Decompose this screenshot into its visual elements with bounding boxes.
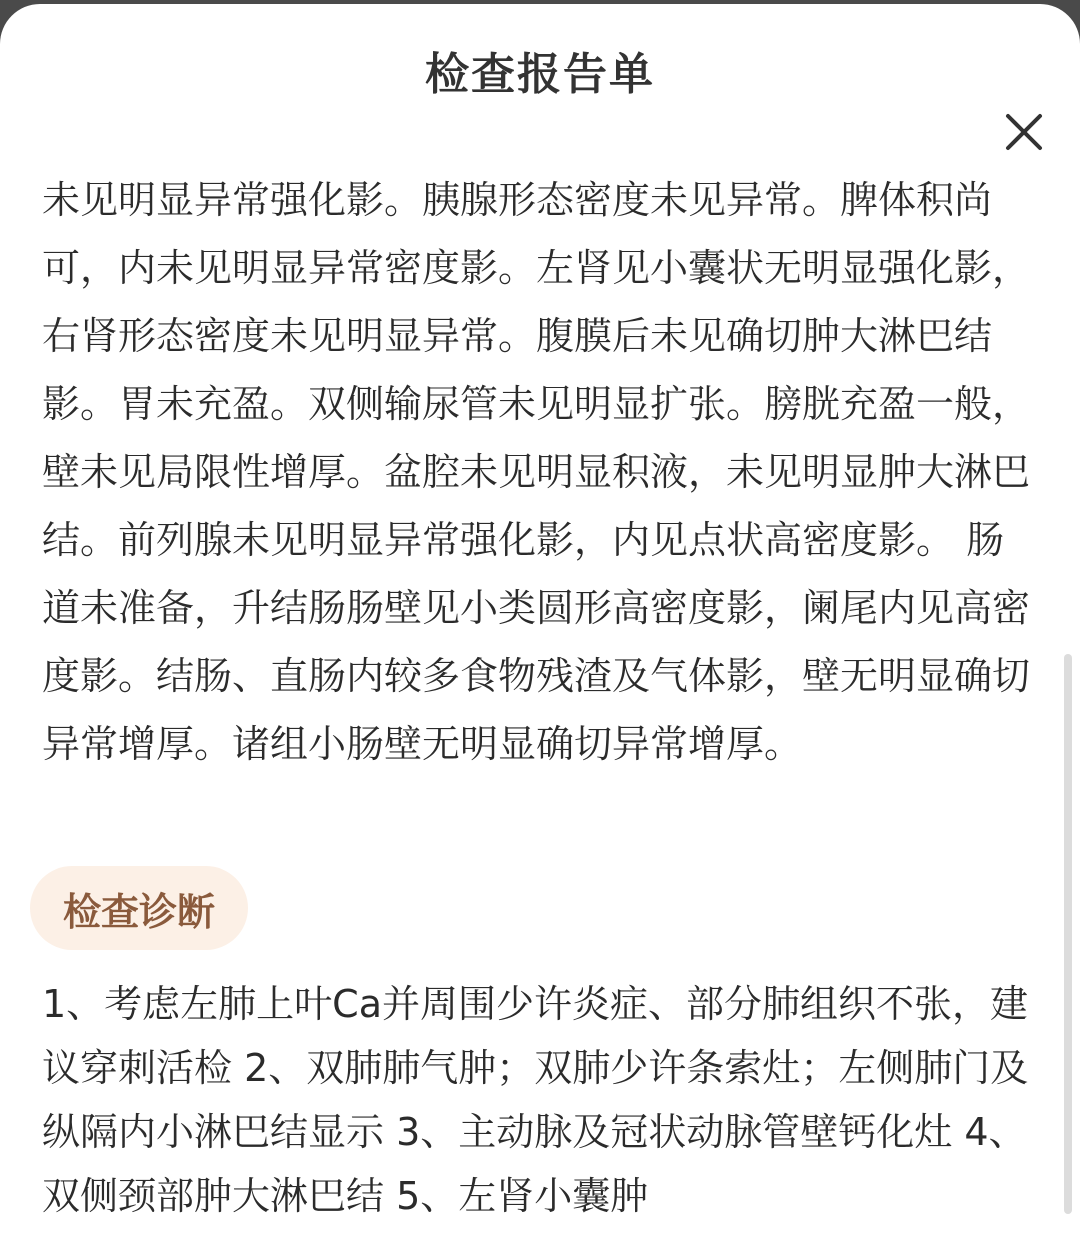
diagnosis-text: 1、考虑左肺上叶Ca并周围少许炎症、部分肺组织不张，建议穿刺活检 2、双肺肺气肿；双肺少许条索灶；左侧肺门及纵隔内小淋巴结显示 3、主动脉及冠状动脉管壁钙化灶 4、双侧颈部肿大淋巴结 5、左肾小囊肿 <box>42 982 1029 1218</box>
diagnosis-section-label: 检查诊断 <box>62 889 215 934</box>
dialog-title: 检查报告单 <box>425 49 655 100</box>
findings-text: 未见明显异常强化影。胰腺形态密度未见异常。脾体积尚可，内未见明显异常密度影。左肾见小囊状无明显强化影，右肾形态密度未见明显异常。腹膜后未见确切肿大淋巴结影。胃未充盈。双侧输尿管未见明显扩张。膀胱充盈一般，壁未见局限性增厚。盆腔未见明显积液，未见明显肿大淋巴结。前列腺未见明显异常强化影，内见点状高密度影。 肠道未准备，升结肠肠壁见小类圆形高密度影，阑尾内见高密度影。结肠、直肠内较多食物残渣及气体影，壁无明显确切异常增厚。诸组小肠壁无明显确切异常增厚。 <box>42 178 1031 766</box>
diagnosis-section-tag <box>30 866 248 950</box>
scrollbar[interactable] <box>1064 654 1072 1214</box>
close-icon[interactable] <box>1000 108 1048 156</box>
report-dialog <box>0 4 1080 1260</box>
